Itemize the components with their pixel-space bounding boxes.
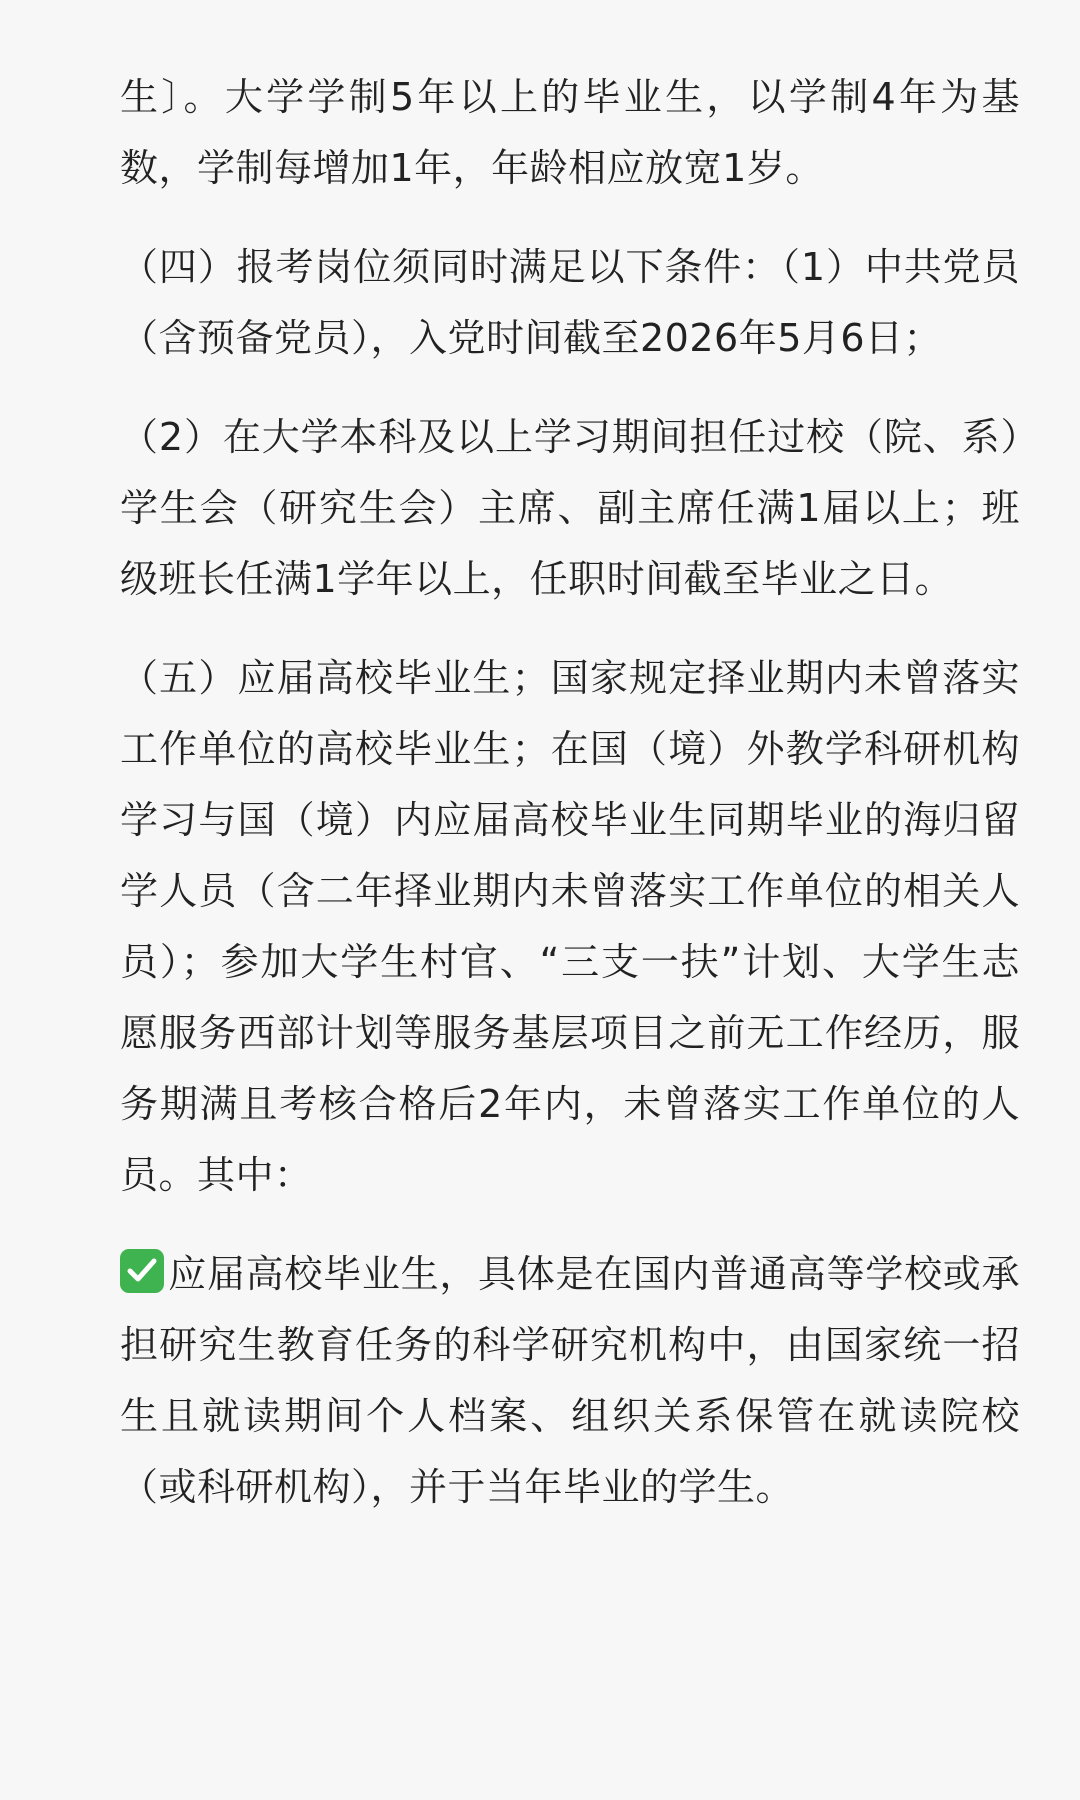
paragraph-graduate-definition (120, 1239, 1020, 1523)
paragraph-condition-five: （五）应届高校毕业生；国家规定择业期内未曾落实工作单位的高校毕业生；在国（境）外教学科研机构学习与国（境）内应届高校毕业生同期毕业的海归留学人员（含二年择业期内未曾落实工作单位的相关人员）；参加大学生村官、“三支一扶”计划、大学生志愿服务西部计划等服务基层项目之前无工作经历，服务期满且考核合格后2年内，未曾落实工作单位的人员。其中： (120, 656, 1020, 1197)
paragraph-age-rule: 生〕。大学学制5年以上的毕业生，以学制4年为基数，学制每增加1年，年龄相应放宽1岁。 (120, 75, 1020, 190)
paragraph-condition-two: （2）在大学本科及以上学习期间担任过校（院、系）学生会（研究生会）主席、副主席任满1届以上；班级班长任满1学年以上，任职时间截至毕业之日。 (120, 415, 1020, 601)
check-mark-icon (120, 1249, 164, 1293)
graduate-definition-text: 应届高校毕业生，具体是在国内普通高等学校或承担研究生教育任务的科学研究机构中，由国家统一招生且就读期间个人档案、组织关系保管在就读院校（或科研机构），并于当年毕业的学生。 (120, 1252, 1020, 1509)
article-body (120, 62, 1020, 1551)
paragraph-condition-four: （四）报考岗位须同时满足以下条件：（1）中共党员（含预备党员），入党时间截至2026年5月6日； (120, 245, 1020, 360)
